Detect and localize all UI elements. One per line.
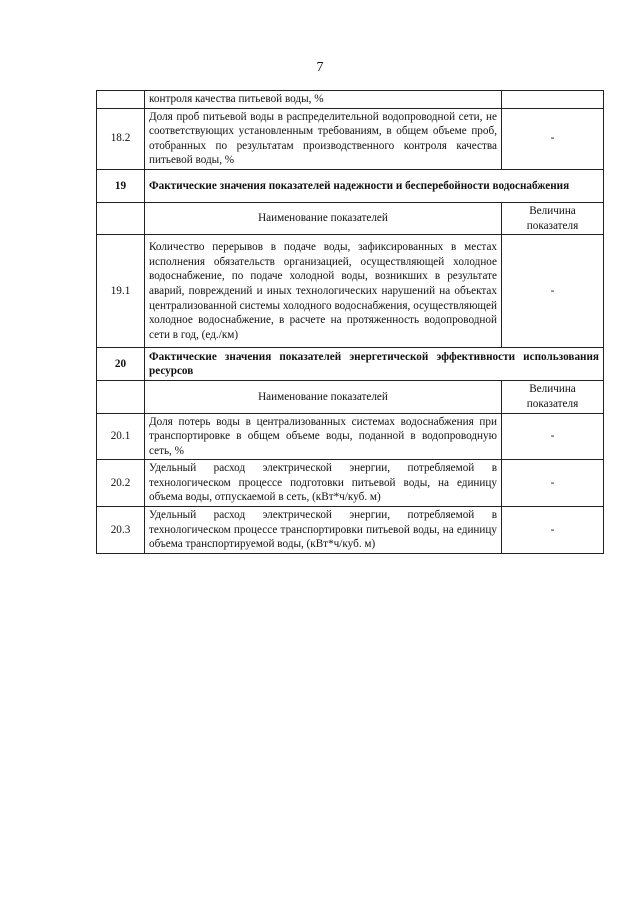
row-description: Доля проб питьевой воды в распределительной водопроводной сети, не соответствующих установленным требованиям, в общем объеме проб, отобранных по результатам производственного контроля качества питьевой воды, % bbox=[145, 108, 502, 169]
row-number bbox=[97, 91, 145, 109]
row-description: контроля качества питьевой воды, % bbox=[145, 91, 502, 109]
section-row bbox=[97, 169, 604, 202]
row-value: - bbox=[502, 235, 604, 348]
section-number: 20 bbox=[97, 348, 145, 381]
column-header-name: Наименование показателей bbox=[145, 381, 502, 413]
row-description: Количество перерывов в подаче воды, зафиксированных в местах исполнения обязательств организацией, осуществляющей холодное водоснабжение, по подаче холодной воды, возникших в результате аварий, повреждений и иных технологических нарушений на объектах централизованной системы холодного водоснабжения, осуществляющей холодное водоснабжение, в расчете на протяженность водопроводной сети в год, (ед./км) bbox=[145, 235, 502, 348]
column-header-value: Величина показателя bbox=[502, 202, 604, 234]
table-row bbox=[97, 91, 604, 109]
table-row bbox=[97, 507, 604, 554]
table-row bbox=[97, 108, 604, 169]
section-title: Фактические значения показателей надежности и бесперебойности водоснабжения bbox=[145, 169, 604, 202]
row-number: 19.1 bbox=[97, 235, 145, 348]
row-number: 20.2 bbox=[97, 460, 145, 507]
row-value: - bbox=[502, 460, 604, 507]
table-row bbox=[97, 413, 604, 460]
header-empty-cell bbox=[97, 202, 145, 234]
row-value: - bbox=[502, 507, 604, 554]
row-number: 18.2 bbox=[97, 108, 145, 169]
table-row bbox=[97, 460, 604, 507]
header-row bbox=[97, 381, 604, 413]
row-number: 20.1 bbox=[97, 413, 145, 460]
header-row bbox=[97, 202, 604, 234]
column-header-value: Величина показателя bbox=[502, 381, 604, 413]
column-header-name: Наименование показателей bbox=[145, 202, 502, 234]
row-description: Удельный расход электрической энергии, потребляемой в технологическом процессе подготовки питьевой воды, на единицу объема воды, отпускаемой в сеть, (кВт*ч/куб. м) bbox=[145, 460, 502, 507]
table-row bbox=[97, 235, 604, 348]
row-value: - bbox=[502, 413, 604, 460]
row-number: 20.3 bbox=[97, 507, 145, 554]
page-number: 7 bbox=[316, 60, 324, 75]
row-value bbox=[502, 91, 604, 109]
indicators-table bbox=[96, 90, 604, 554]
section-title: Фактические значения показателей энергетической эффективности использования ресурсов bbox=[145, 348, 604, 381]
header-empty-cell bbox=[97, 381, 145, 413]
section-number: 19 bbox=[97, 169, 145, 202]
section-row bbox=[97, 348, 604, 381]
row-description: Удельный расход электрической энергии, потребляемой в технологическом процессе транспортировки питьевой воды, на единицу объема транспортируемой воды, (кВт*ч/куб. м) bbox=[145, 507, 502, 554]
row-value: - bbox=[502, 108, 604, 169]
row-description: Доля потерь воды в централизованных системах водоснабжения при транспортировке в общем объеме воды, поданной в водопроводную сеть, % bbox=[145, 413, 502, 460]
